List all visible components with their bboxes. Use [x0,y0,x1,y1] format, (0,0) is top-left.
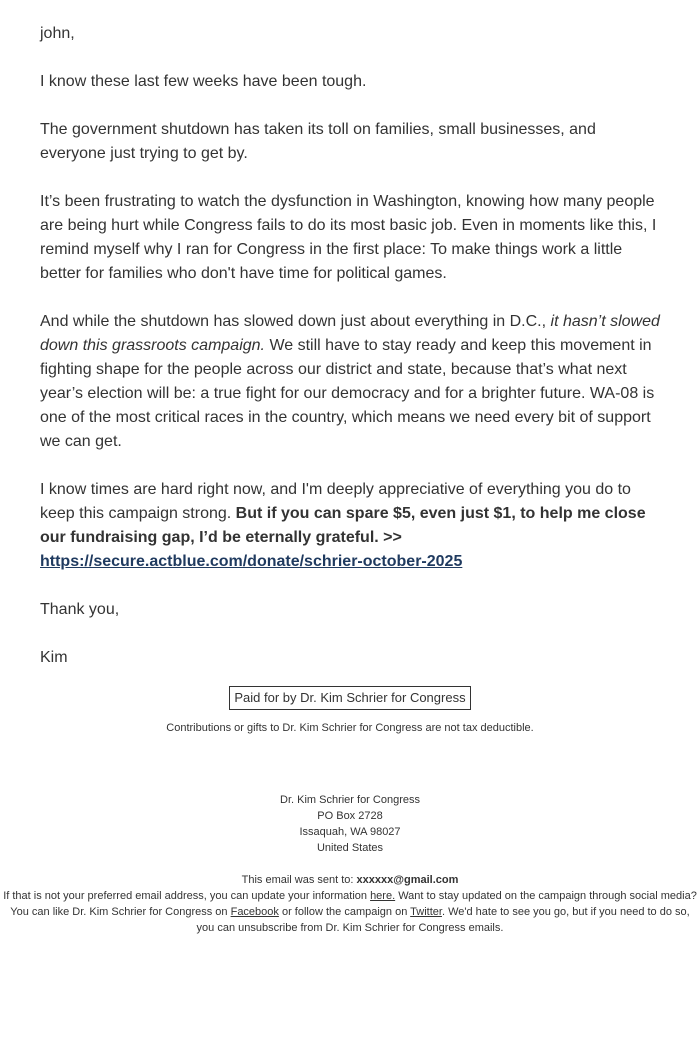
donate-link[interactable]: https://secure.actblue.com/donate/schrier-october-2025 [40,553,463,570]
paid-for-box: Paid for by Dr. Kim Schrier for Congress [229,686,470,710]
mailing-address [0,792,700,856]
update-info-link[interactable]: here. [370,890,396,902]
facebook-link[interactable]: Facebook [230,906,279,918]
paragraph-4 [40,310,664,454]
paragraph-4-start: And while the shutdown has slowed down just about everything in D.C., [40,313,551,330]
twitter-link[interactable]: Twitter [410,906,442,918]
address-org: Dr. Kim Schrier for Congress [280,794,420,806]
pref-end: . We'd hate to see you go, but if you need to do so, you can unsubscribe from Dr. Kim Schrier for Congress emails. [196,906,690,934]
paragraph-1: I know these last few weeks have been tough. [40,73,367,90]
tax-disclaimer: Contributions or gifts to Dr. Kim Schrier for Congress are not tax deductible. [166,722,534,734]
paragraph-5 [40,478,664,574]
pref-start: If that is not your preferred email address, you can update your information [3,890,371,902]
paragraph-4-italic: it hasn’t slowed down this grassroots campaign. [40,313,660,354]
address-line-2: Issaquah, WA 98027 [299,826,401,838]
closing: Thank you, [40,601,120,618]
sent-to-address: xxxxxx@gmail.com [356,874,459,886]
paid-for-container [0,686,700,710]
sent-to-label: This email was sent to: [241,874,357,886]
greeting: john, [40,25,75,42]
signature: Kim [40,649,68,666]
pref-mid: Want to stay updated on the campaign through social media? You can like Dr. Kim Schrier for Congress on [10,890,697,918]
paragraph-2: The government shutdown has taken its toll on families, small businesses, and everyone just trying to get by. [40,121,596,162]
paragraph-3: It’s been frustrating to watch the dysfunction in Washington, knowing how many people are being hurt while Congress fails to do its most basic job. Even in moments like this, I remind myself why I ran for Congress in the first place: To make things work a little better for families who don't have time for political games. [40,193,657,282]
email-preferences [0,872,700,936]
preferences-text [0,888,700,936]
address-line-1: PO Box 2728 [317,810,383,822]
pref-mid2: or follow the campaign on [278,906,411,918]
paragraph-5-start: I know times are hard right now, and I'm deeply appreciative of everything you do to keep this campaign strong. [40,481,631,522]
sent-to-line [0,872,700,888]
donation-ask: But if you can spare $5, even just $1, to help me close our fundraising gap, I’d be eternally grateful. >> [40,505,646,546]
paragraph-4-end: We still have to stay ready and keep this movement in fighting shape for the people across our district and state, because that’s what next year’s election will be: a true fight for our democracy and for a brighter future. WA-08 is one of the most critical races in the country, which means we need every bit of support we can get. [40,337,655,450]
email-body [40,22,664,694]
address-country: United States [316,842,384,854]
